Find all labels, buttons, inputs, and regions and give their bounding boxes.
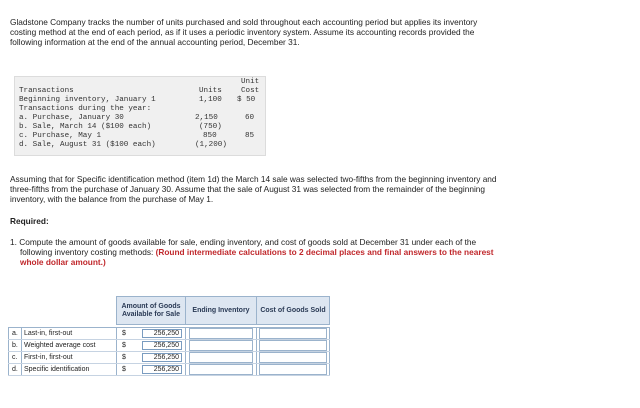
inv-row-label: Beginning inventory, January 1 bbox=[19, 96, 156, 104]
row-dollar-sign: $ bbox=[117, 328, 135, 340]
header-units: Units bbox=[199, 87, 222, 95]
intro-line-1: Gladstone Company tracks the number of units purchased and sold throughout each accounting period but applies its inventory bbox=[10, 17, 478, 27]
row-method-label: First-in, first-out bbox=[22, 352, 117, 364]
row-dollar-sign: $ bbox=[117, 364, 135, 376]
question-line-2-plain: following inventory costing methods: bbox=[20, 247, 156, 257]
inv-row-units: 1,100 bbox=[199, 96, 222, 104]
cogs-cell bbox=[257, 352, 330, 364]
answer-table-header bbox=[9, 297, 330, 325]
required-heading: Required: bbox=[10, 216, 49, 226]
inv-row-label: b. Sale, March 14 ($100 each) bbox=[19, 123, 152, 131]
inv-row-cost: $ 50 bbox=[237, 96, 256, 104]
intro-line-3: following information at the end of the annual accounting period, December 31. bbox=[10, 37, 300, 47]
goods-available-cell bbox=[134, 364, 186, 376]
inv-row-label: Transactions during the year: bbox=[19, 105, 152, 113]
assumption-line-2: three-fifths from the purchase of January 30. Assume that the sale of August 31 was selected from the remainder of the beginning bbox=[10, 184, 486, 194]
inv-row-cost: 85 bbox=[245, 132, 255, 140]
inv-row-label: d. Sale, August 31 ($100 each) bbox=[19, 141, 156, 149]
ending-inventory-input[interactable] bbox=[189, 340, 253, 351]
col-header-ending-inventory: Ending Inventory bbox=[186, 297, 257, 325]
header-cost: Cost bbox=[241, 87, 260, 95]
goods-available-cell bbox=[134, 352, 186, 364]
assumption-line-3: inventory, with the balance from the purchase of May 1. bbox=[10, 194, 214, 204]
inv-row-units: 850 bbox=[203, 132, 217, 140]
answer-table bbox=[8, 296, 330, 376]
table-row bbox=[9, 364, 330, 376]
ending-inventory-cell bbox=[186, 328, 257, 340]
row-method-label: Weighted average cost bbox=[22, 340, 117, 352]
cogs-input[interactable] bbox=[259, 340, 327, 351]
inv-row-label: Transactions bbox=[19, 87, 74, 95]
ending-inventory-input[interactable] bbox=[189, 364, 253, 375]
intro-line-2: costing method at the end of each period, as if it uses a periodic inventory system. Assume its accounting records provided the bbox=[10, 27, 475, 37]
goods-available-input[interactable]: 256,250 bbox=[142, 353, 182, 362]
row-letter: a. bbox=[9, 328, 22, 340]
ending-inventory-cell bbox=[186, 364, 257, 376]
rounding-instruction: (Round intermediate calculations to 2 decimal places and final answers to the nearest bbox=[155, 247, 494, 257]
goods-available-input[interactable]: 256,250 bbox=[142, 365, 182, 374]
row-method-label: Specific identification bbox=[22, 364, 117, 376]
col-header-cost-of-goods-sold: Cost of Goods Sold bbox=[257, 297, 330, 325]
question-line-1: 1. Compute the amount of goods available for sale, ending inventory, and cost of goods sold at December 31 under each of the bbox=[10, 237, 477, 247]
ending-inventory-input[interactable] bbox=[189, 352, 253, 363]
inv-row-label: a. Purchase, January 30 bbox=[19, 114, 124, 122]
row-letter: d. bbox=[9, 364, 22, 376]
row-method-label: Last-in, first-out bbox=[22, 328, 117, 340]
goods-available-cell bbox=[134, 340, 186, 352]
cogs-input[interactable] bbox=[259, 364, 327, 375]
question-line-2 bbox=[20, 247, 494, 257]
cogs-cell bbox=[257, 364, 330, 376]
cogs-cell bbox=[257, 340, 330, 352]
rounding-instruction-cont: whole dollar amount.) bbox=[20, 257, 106, 267]
inv-row-units: (1,200) bbox=[195, 141, 227, 149]
goods-available-input[interactable]: 256,250 bbox=[142, 329, 182, 338]
row-dollar-sign: $ bbox=[117, 340, 135, 352]
col-header-goods-available: Amount of Goods Available for Sale bbox=[117, 297, 186, 325]
header-unit: Unit bbox=[241, 78, 260, 86]
row-letter: c. bbox=[9, 352, 22, 364]
inv-row-label: c. Purchase, May 1 bbox=[19, 132, 102, 140]
inv-row-units: (750) bbox=[199, 123, 222, 131]
goods-available-cell bbox=[134, 328, 186, 340]
table-row bbox=[9, 352, 330, 364]
cogs-input[interactable] bbox=[259, 352, 327, 363]
ending-inventory-cell bbox=[186, 340, 257, 352]
goods-available-input[interactable]: 256,250 bbox=[142, 341, 182, 350]
assumption-line-1: Assuming that for Specific identification method (item 1d) the March 14 sale was selected two-fifths from the beginning inventory and bbox=[10, 174, 497, 184]
ending-inventory-cell bbox=[186, 352, 257, 364]
inv-row-units: 2,150 bbox=[195, 114, 218, 122]
ending-inventory-input[interactable] bbox=[189, 328, 253, 339]
inventory-data-box bbox=[14, 76, 266, 156]
cogs-input[interactable] bbox=[259, 328, 327, 339]
row-letter: b. bbox=[9, 340, 22, 352]
table-row bbox=[9, 340, 330, 352]
row-dollar-sign: $ bbox=[117, 352, 135, 364]
inv-row-cost: 60 bbox=[245, 114, 255, 122]
table-row bbox=[9, 328, 330, 340]
cogs-cell bbox=[257, 328, 330, 340]
